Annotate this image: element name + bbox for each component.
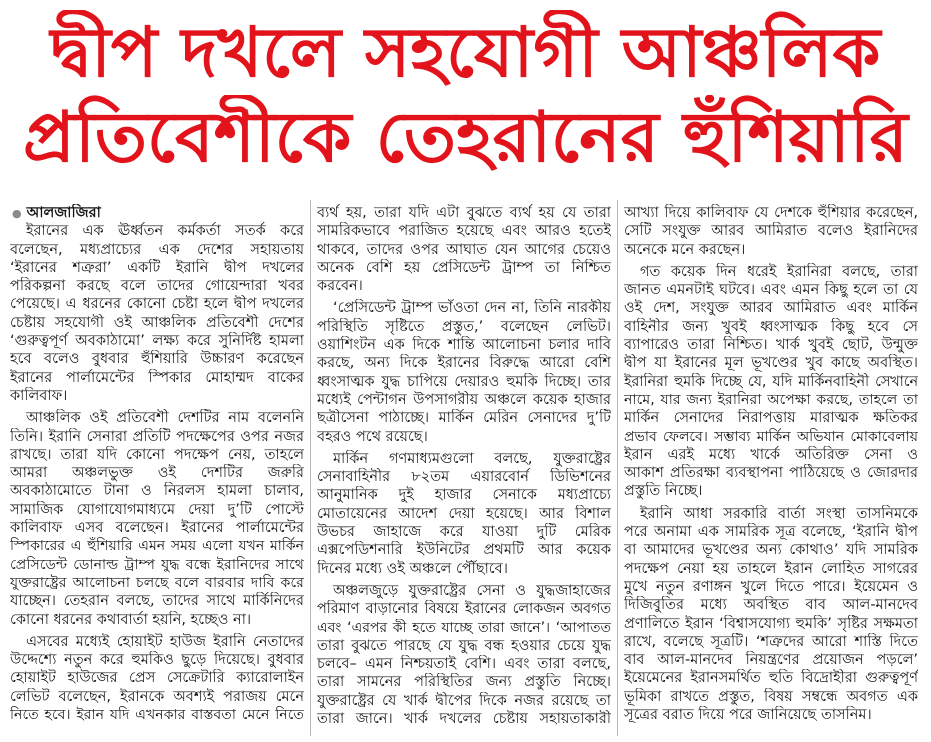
text-line: মার্কিন সেনাদের নিরাপত্তায় মারাত্মক ক্ষতিকর <box>624 410 918 427</box>
text-line: করবেন। <box>317 278 363 295</box>
text-line: পদক্ষেপ নেয়া হয় তাহলে ইরান লোহিত সাগরের <box>624 560 918 577</box>
text-line: তিনি। ইরানি সেনারা প্রতিটি পদক্ষেপের ওপর নজর <box>10 428 304 445</box>
headline-line-1-text: দ্বীপ দখলে সহযোগী আঞ্চলিক <box>50 13 881 93</box>
text-line: প্রণালিতে ইরান ‘বিশ্বাসযোগ্য হুমকি’ সৃষ্টির সক্ষমতা <box>624 615 918 632</box>
text-line: গত কয়েক দিন ধরেই ইরানিরা বলছে, তারা <box>640 263 918 280</box>
text-line: ‘ইরানের শত্রুরা’ একটি ইরানি দ্বীপ দখলের <box>10 259 304 276</box>
text-line: মার্কিন গণমাধ্যমগুলো বলছে, যুক্তরাষ্ট্রের <box>333 450 611 467</box>
headline-line-1 <box>0 10 931 98</box>
text-line: অনেক বেশি হয় প্রেসিডেন্ট ট্রাম্প তা নিশ্চিত <box>317 259 611 276</box>
text-line: প্রস্তুতি নিচ্ছে। <box>624 483 703 500</box>
paragraph <box>624 505 918 725</box>
paragraph <box>10 222 304 405</box>
text-line: সেনাবাহিনীর ৮২তম এয়ারবোর্ন ডিভিশনের <box>317 469 611 486</box>
text-line: বা আমাদের ভূখণ্ডের অন্য কোথাও’ যদি সামরিক <box>624 542 918 559</box>
column-divider <box>617 200 618 736</box>
text-line: আকাশ প্রতিরক্ষা ব্যবস্থাপনা পাঠিয়েছে ও জোরদার <box>624 465 918 482</box>
text-line: নিতে হবে। ইরান যদি এখনকার বাস্তবতা মেনে নিতে <box>10 707 304 724</box>
text-line: ইরান এরই মধ্যে খার্কে অতিরিক্ত সেনা ও <box>624 446 918 463</box>
text-line: বাহিনীর জন্য খুবই ধ্বংসাত্মক কিছু হবে সে <box>624 318 918 335</box>
text-line: মোতায়েনের আদেশ দেয়া হয়েছে। আর বিশাল <box>317 505 611 522</box>
text-line: ‘গুরুত্বপূর্ণ অবকাঠামো’ লক্ষ্য করে সুনির্দিষ্ট হামলা <box>10 333 304 350</box>
paragraph <box>317 299 611 445</box>
text-line: আমরা অঞ্চলভুক্ত ওই দেশটির জরুরি <box>10 465 304 482</box>
text-line: লেভিট বলেছেন, ইরানকে অবশ্যই পরাজয় মেনে <box>10 688 304 705</box>
text-line: তারা সামনের পরিস্থিতির জন্য প্রস্তুতি নিচ্ছে। <box>317 674 611 691</box>
text-line: আঞ্চলিক ওই প্রতিবেশী দেশটির নাম বলেননি <box>26 410 304 427</box>
column-divider <box>310 200 311 736</box>
headline-line-2-text: প্রতিবেশীকে তেহরানের হুঁশিয়ারি <box>23 97 908 178</box>
paragraph <box>10 633 304 724</box>
text-line: ‘প্রেসিডেন্ট ট্রাম্প ভাঁওতা দেন না, তিনি নারকীয় <box>333 300 611 317</box>
paragraph <box>317 450 611 578</box>
text-line: পরে অনামা এক সামরিক সূত্র বলেছে, ‘ইরানি দ্বীপ <box>624 524 918 541</box>
text-line: হোয়াইট হাউজের প্রেস সেক্রেটারি ক্যারোলাইন <box>10 670 304 687</box>
text-line: ওয়াশিংটন এক দিকে শান্তি আলোচনা চলার দাবি <box>317 337 611 354</box>
text-line: হবে বলেও বুধবার হুঁশিয়ারি উচ্চারণ করেছেন <box>10 351 304 368</box>
source-name: আলজাজিরা <box>26 205 101 221</box>
text-line: নামে, যার জন্য ইরানিরা অপেক্ষা করছে, তাহলে তা <box>624 391 918 408</box>
bullet-icon: ● <box>12 207 22 220</box>
paragraph <box>624 263 918 501</box>
text-line: রাখে, বলেছে সূত্রটি। ‘শত্রুদের আরো শাস্তি দিতে <box>624 633 918 650</box>
text-line: ইরানের পার্লামেন্টের স্পিকার মোহাম্মদ বাকের <box>10 369 304 386</box>
text-line: ধ্বংসাত্মক যুদ্ধ চাপিয়ে দেয়ারও হুমকি দিচ্ছে। তার <box>317 373 611 390</box>
text-line: দিজিবুতির মধ্যে অবস্থিত বাব আল-মানদেব <box>624 597 918 614</box>
text-line: পরিস্থিতি সৃষ্টিতে প্রস্তুত,’ বলেছেন লেভিট। <box>317 318 611 335</box>
paragraph <box>10 409 304 629</box>
text-line: করছে, অন্য দিকে ইরানের বিরুদ্ধে আরো বেশি <box>317 355 611 372</box>
text-line: বাব আল-মানদেব নিয়ন্ত্রণের প্রয়োজন পড়লে’ <box>624 652 918 669</box>
text-line: আনুমানিক দুই হাজার সেনাকে মধ্যপ্রাচ্যে <box>317 487 611 504</box>
text-line: জানত এমনটাই ঘটবে। এবং এমন কিছু হলে তা যে <box>624 282 918 299</box>
text-line: যুক্তরাষ্ট্রের আলোচনা চলছে বলে বারবার দাবি করে <box>10 574 304 591</box>
text-line: ছত্রীসেনা পাঠাচ্ছে। মার্কিন মেরিন সেনাদের দু’টি <box>317 410 611 427</box>
text-line: বলেছেন, মধ্যপ্রাচ্যের এক দেশের সহায়তায় <box>10 241 304 258</box>
text-line: অঞ্চলজুড়ে যুক্তরাষ্ট্রের সেনা ও যুদ্ধজাহাজের <box>333 582 611 599</box>
text-line: ব্যর্থ হয়, তারা যদি এটা বুঝতে ব্যর্থ হয় যে তারা <box>317 205 611 221</box>
source-line <box>10 204 304 222</box>
text-line: কালিবাফ এসব বলেছেন। ইরানের পার্লামেন্টের <box>10 520 304 537</box>
text-line: তারা জানে। খার্ক দখলের চেষ্টায় সহায়তাকারী <box>317 711 611 728</box>
text-line: ইরানিরা হুমকি দিচ্ছে যে, যদি মার্কিনবাহিনী সেখানে <box>624 373 918 390</box>
text-line: সামরিকভাবে পরাজিত হয়েছে এবং আরও হতেই <box>317 223 611 240</box>
text-line: ব্যাপারেও তারা নিশ্চিত। খার্ক খুবই ছোট, উন্মুক্ত <box>624 337 918 354</box>
text-line: প্রেসিডেন্ট ডোনাল্ড ট্রাম্প যুদ্ধ বন্ধে ইরানিদের সাথে <box>10 556 304 573</box>
text-line: তারা বুঝতে পারছে যে যুদ্ধ বন্ধ হওয়ার চেয়ে যুদ্ধ <box>317 637 611 654</box>
text-line: এসবের মধ্যেই হোয়াইট হাউজ ইরানি নেতাদের <box>26 633 304 650</box>
text-line: মুখে নতুন রণাঙ্গন খুলে দিতে পারে। ইয়েমেন ও <box>624 578 918 595</box>
text-line: উভচর জাহাজে করে যাওয়া দুটি মেরিক <box>317 524 611 541</box>
text-line: এক্সপেডিশনারি ইউনিটের প্রথমটি আর কয়েক <box>317 542 611 559</box>
paragraph <box>624 204 918 259</box>
text-line: অনেকে মনে করছেন। <box>624 241 746 258</box>
text-line: কোনো ধরনের কথাবার্তা হয়নি, হচ্ছেও না। <box>10 611 252 628</box>
text-line: স্পিকারের এ হুঁশিয়ারি এমন সময় এলো যখন মার্কিন <box>10 538 304 555</box>
text-line: সেটি সংযুক্ত আরব আমিরাত বলেও ইরানিদের <box>624 223 918 240</box>
text-line: পরিমাণ বাড়ানোর বিষয়ে ইরানের লোকজন অবগত <box>317 601 611 618</box>
text-line: মধ্যেই পেন্টাগন উপসাগরীয় অঞ্চলে কয়েক হাজার <box>317 391 611 408</box>
headline <box>0 0 931 184</box>
text-line: এবং ‘এরপর কী হতে যাচ্ছে তারা জানে’। ‘আপাতত <box>317 619 611 636</box>
text-line: বহরও পথে রয়েছে। <box>317 428 428 445</box>
text-line: উদ্দেশ্যে নতুন করে হুমকিও ছুড়ে দিয়েছে। বুধবার <box>10 652 304 669</box>
column-1 <box>10 204 304 736</box>
text-line: দ্বীপ যা ইরানের মূল ভূখণ্ডের খুব কাছে অবস্থিত। <box>624 355 918 372</box>
text-line: যুক্তরাষ্ট্রের যে খার্ক দ্বীপের দিকে নজর রয়েছে তা <box>317 692 611 709</box>
text-line: ইয়েমেনের ইরানসমর্থিত হুতি বিদ্রোহীরা গুরুত্বপূর্ণ <box>624 670 918 687</box>
text-line: সামাজিক যোগাযোগমাধ্যমে দেয়া দু’টি পোস্টে <box>10 501 304 518</box>
text-line: রাখছে। তারা যদি কোনো পদক্ষেপ নেয়, তাহলে <box>10 446 304 463</box>
text-line: পেয়েছে। এ ধরনের কোনো চেষ্টা হলে দ্বীপ দখলের <box>10 296 304 313</box>
text-line: যাচ্ছেন। তেহরান বলছে, তাদের সাথে মার্কিনিদের <box>10 593 304 610</box>
text-line: ইরানের এক ঊর্ধ্বতন কর্মকর্তা সতর্ক করে <box>26 223 304 240</box>
column-3 <box>624 204 918 736</box>
text-line: চেষ্টায় সহযোগী ওই আঞ্চলিক প্রতিবেশী দেশের <box>10 314 304 331</box>
text-line: সূত্রের বরাত দিয়ে পরে জানিয়েছে তাসনিম। <box>624 707 872 724</box>
paragraph <box>317 204 611 295</box>
text-line: অবকাঠামোতে টানা ও নিরলস হামলা চালাব, <box>10 483 304 500</box>
text-line: কালিবাফ। <box>10 387 68 404</box>
column-2 <box>317 204 611 736</box>
text-line: আখ্যা দিয়ে কালিবাফ যে দেশকে হুঁশিয়ার করেছেন, <box>624 205 918 221</box>
text-line: ভূমিকা রাখতে প্রস্তুত, বিষয় সম্বন্ধে অবগত এক <box>624 688 918 705</box>
headline-line-2 <box>0 95 931 183</box>
text-line: ওই দেশ, সংযুক্ত আরব আমিরাত এবং মার্কিন <box>624 300 918 317</box>
text-line: চলবে– এমন নিশ্চয়তাই বেশি। এবং তারা বলছে, <box>317 656 611 673</box>
text-line: দিনের মধ্যে ওই অঞ্চলে পৌঁছাবে। <box>317 560 508 577</box>
text-line: প্রভাব ফেলবে। সম্ভাব্য মার্কিন অভিযান মোকাবেলায় <box>624 428 918 445</box>
paragraph <box>317 582 611 728</box>
text-line: ইরানি আধা সরকারি বার্তা সংস্থা তাসনিমকে <box>640 505 918 522</box>
text-line: থাকবে, তাদের ওপর আঘাত যেন আগের চেয়েও <box>317 241 611 258</box>
text-line: পরিকল্পনা করছে বলে তাদের গোয়েন্দারা খবর <box>10 278 304 295</box>
